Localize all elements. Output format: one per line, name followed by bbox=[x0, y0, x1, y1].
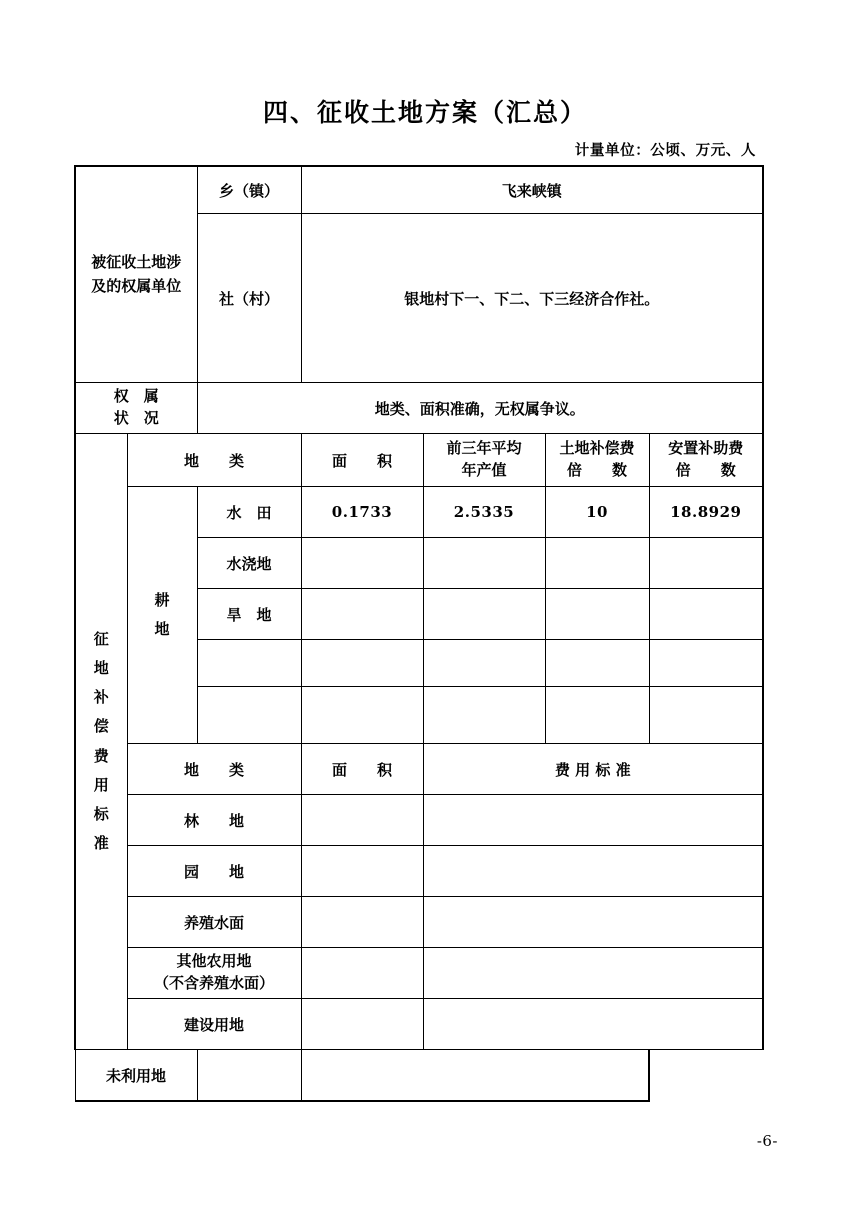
table-row bbox=[75, 487, 763, 538]
land-type-construction-land: 建设用地 bbox=[127, 999, 301, 1050]
area-unused-land[interactable] bbox=[197, 1050, 301, 1102]
fee-standard-forest-land[interactable] bbox=[423, 795, 763, 846]
land-comp-multiple-paddy-field[interactable]: 10 bbox=[545, 487, 649, 538]
table-row bbox=[75, 1050, 763, 1102]
fee-standard-garden-land[interactable] bbox=[423, 846, 763, 897]
header-land-type-b: 地 类 bbox=[127, 744, 301, 795]
resettle-multiple-dry-land[interactable] bbox=[649, 589, 763, 640]
land-type-blank-2[interactable] bbox=[197, 687, 301, 744]
resettle-multiple-blank-1[interactable] bbox=[649, 640, 763, 687]
header-resettlement-multiple: 安置补助费 倍 数 bbox=[649, 434, 763, 487]
header-avg-output: 前三年平均 年产值 bbox=[423, 434, 545, 487]
land-type-irrigated-land: 水浇地 bbox=[197, 538, 301, 589]
cultivated-land-label-text: 耕 地 bbox=[154, 590, 170, 638]
resettle-multiple-paddy-field[interactable]: 18.8929 bbox=[649, 487, 763, 538]
township-value-cell[interactable]: 飞来峡镇 bbox=[301, 166, 763, 214]
table-row bbox=[75, 897, 763, 948]
area-blank-2[interactable] bbox=[301, 687, 423, 744]
land-comp-multiple-blank-1[interactable] bbox=[545, 640, 649, 687]
land-comp-multiple-dry-land[interactable] bbox=[545, 589, 649, 640]
area-other-agricultural-land[interactable] bbox=[301, 948, 423, 999]
land-type-garden-land: 园 地 bbox=[127, 846, 301, 897]
header-area-a: 面 积 bbox=[301, 434, 423, 487]
area-forest-land[interactable] bbox=[301, 795, 423, 846]
ownership-status-value[interactable]: 地类、面积准确，无权属争议。 bbox=[197, 383, 763, 434]
land-type-other-agricultural-land: 其他农用地 （不含养殖水面） bbox=[127, 948, 301, 999]
avg-output-paddy-field[interactable]: 2.5335 bbox=[423, 487, 545, 538]
resettle-multiple-blank-2[interactable] bbox=[649, 687, 763, 744]
header-land-compensation-multiple: 土地补偿费 倍 数 bbox=[545, 434, 649, 487]
ownership-unit-label bbox=[75, 166, 197, 383]
avg-output-dry-land[interactable] bbox=[423, 589, 545, 640]
table-row bbox=[75, 795, 763, 846]
village-label-cell: 社（村） bbox=[197, 214, 301, 383]
area-garden-land[interactable] bbox=[301, 846, 423, 897]
header-land-type-a: 地 类 bbox=[127, 434, 301, 487]
compensation-standard-side-label-text: 征 地 补 偿 费 用 标 准 bbox=[93, 629, 109, 853]
area-blank-1[interactable] bbox=[301, 640, 423, 687]
cultivated-land-label bbox=[127, 487, 197, 744]
resettle-multiple-irrigated-land[interactable] bbox=[649, 538, 763, 589]
fee-standard-unused-land[interactable] bbox=[301, 1050, 649, 1102]
land-type-blank-1[interactable] bbox=[197, 640, 301, 687]
land-type-paddy-field: 水 田 bbox=[197, 487, 301, 538]
land-type-dry-land: 旱 地 bbox=[197, 589, 301, 640]
avg-output-blank-1[interactable] bbox=[423, 640, 545, 687]
land-type-unused-land: 未利用地 bbox=[75, 1050, 197, 1102]
land-type-aquaculture-water: 养殖水面 bbox=[127, 897, 301, 948]
area-aquaculture-water[interactable] bbox=[301, 897, 423, 948]
table-row-township bbox=[75, 166, 763, 214]
page-number: -6- bbox=[756, 1132, 778, 1150]
page-title: 四、征收土地方案（汇总） bbox=[262, 98, 587, 127]
avg-output-irrigated-land[interactable] bbox=[423, 538, 545, 589]
avg-output-blank-2[interactable] bbox=[423, 687, 545, 744]
fee-standard-other-agricultural-land[interactable] bbox=[423, 948, 763, 999]
table-row bbox=[75, 999, 763, 1050]
compensation-standard-side-label bbox=[75, 434, 127, 1050]
township-label-cell: 乡（镇） bbox=[197, 166, 301, 214]
village-value-cell[interactable]: 银地村下一、下二、下三经济合作社。 bbox=[301, 214, 763, 383]
land-comp-multiple-irrigated-land[interactable] bbox=[545, 538, 649, 589]
fee-standard-aquaculture-water[interactable] bbox=[423, 897, 763, 948]
area-paddy-field[interactable]: 0.1733 bbox=[301, 487, 423, 538]
area-dry-land[interactable] bbox=[301, 589, 423, 640]
table-row bbox=[75, 846, 763, 897]
land-type-forest-land: 林 地 bbox=[127, 795, 301, 846]
table-row-ownership-status bbox=[75, 383, 763, 434]
land-comp-multiple-blank-2[interactable] bbox=[545, 687, 649, 744]
fee-standard-construction-land[interactable] bbox=[423, 999, 763, 1050]
area-irrigated-land[interactable] bbox=[301, 538, 423, 589]
ownership-unit-label-text: 被征收土地涉 及的权属单位 bbox=[91, 253, 182, 295]
table-row-header-a bbox=[75, 434, 763, 487]
header-area-b: 面 积 bbox=[301, 744, 423, 795]
measurement-unit-note: 计量单位：公顷、万元、人 bbox=[574, 142, 756, 159]
table-row bbox=[75, 948, 763, 999]
ownership-status-label: 权 属 状 况 bbox=[75, 383, 197, 434]
area-construction-land[interactable] bbox=[301, 999, 423, 1050]
header-fee-standard: 费 用 标 准 bbox=[423, 744, 763, 795]
land-requisition-table bbox=[74, 165, 764, 1102]
table-row-header-b bbox=[75, 744, 763, 795]
